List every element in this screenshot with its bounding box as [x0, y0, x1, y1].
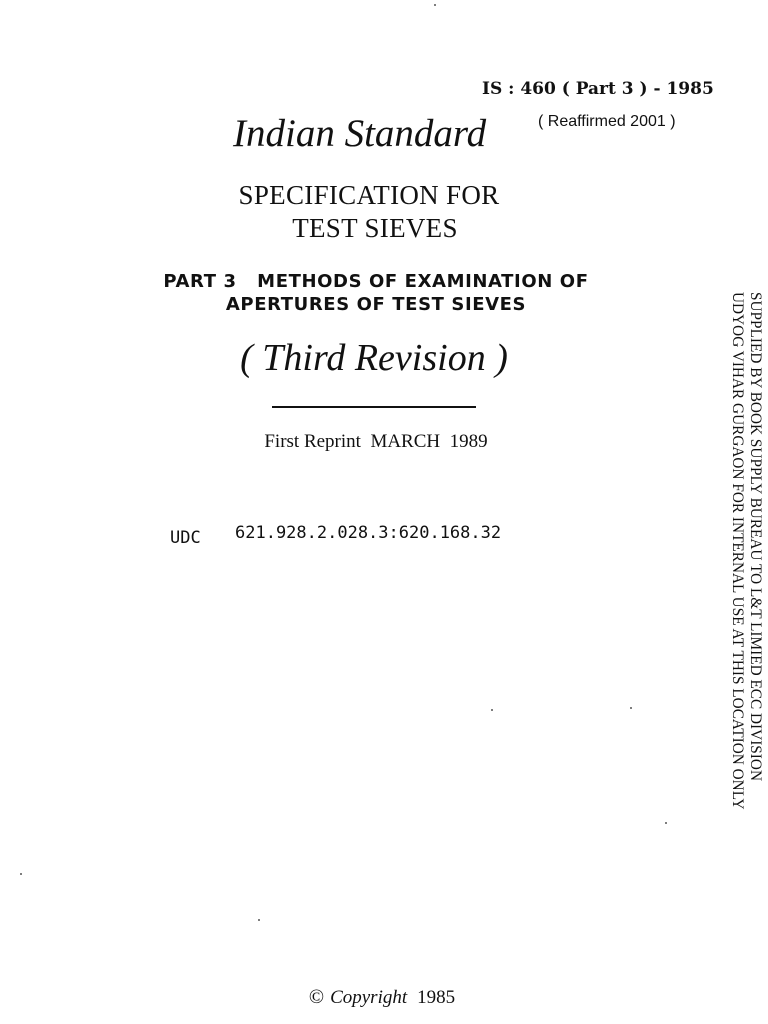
document-type-heading: Indian Standard	[233, 112, 487, 155]
scan-speck	[258, 919, 260, 921]
scan-speck	[630, 707, 632, 709]
copyright-word: Copyright	[330, 987, 408, 1008]
copyright-line	[0, 986, 766, 1009]
copyright-symbol-icon: ©	[308, 986, 325, 1008]
reaffirmed-note: ( Reaffirmed 2001 )	[538, 113, 676, 130]
title-line-1: SPECIFICATION FOR	[238, 180, 500, 210]
copyright-year: 1985	[417, 987, 456, 1008]
reprint-line: First Reprint MARCH 1989	[264, 431, 488, 452]
udc-value: 621.928.2.028.3:620.168.32	[235, 523, 502, 543]
title-line-2: TEST SIEVES	[292, 213, 458, 243]
udc-label: UDC	[170, 528, 201, 548]
standard-number: IS : 460 ( Part 3 ) - 1985	[482, 79, 714, 99]
side-note-line-2: UDYOG VIHAR GURGAON FOR INTERNAL USE AT THIS LOCATION ONLY	[729, 292, 746, 810]
scan-speck	[20, 873, 22, 875]
scan-speck	[665, 822, 667, 824]
revision-label: ( Third Revision )	[240, 337, 508, 379]
divider-rule	[272, 406, 476, 408]
side-note-line-1: SUPPLIED BY BOOK SUPPLY BUREAU TO L&T LIMIED ECC DIVISION	[747, 292, 764, 781]
part-heading-line-2: APERTURES OF TEST SIEVES	[225, 294, 527, 315]
part-heading-line-1: PART 3 METHODS OF EXAMINATION OF	[163, 271, 589, 292]
scan-speck	[434, 4, 436, 6]
scan-speck	[491, 709, 493, 711]
supplier-side-note	[724, 292, 764, 884]
